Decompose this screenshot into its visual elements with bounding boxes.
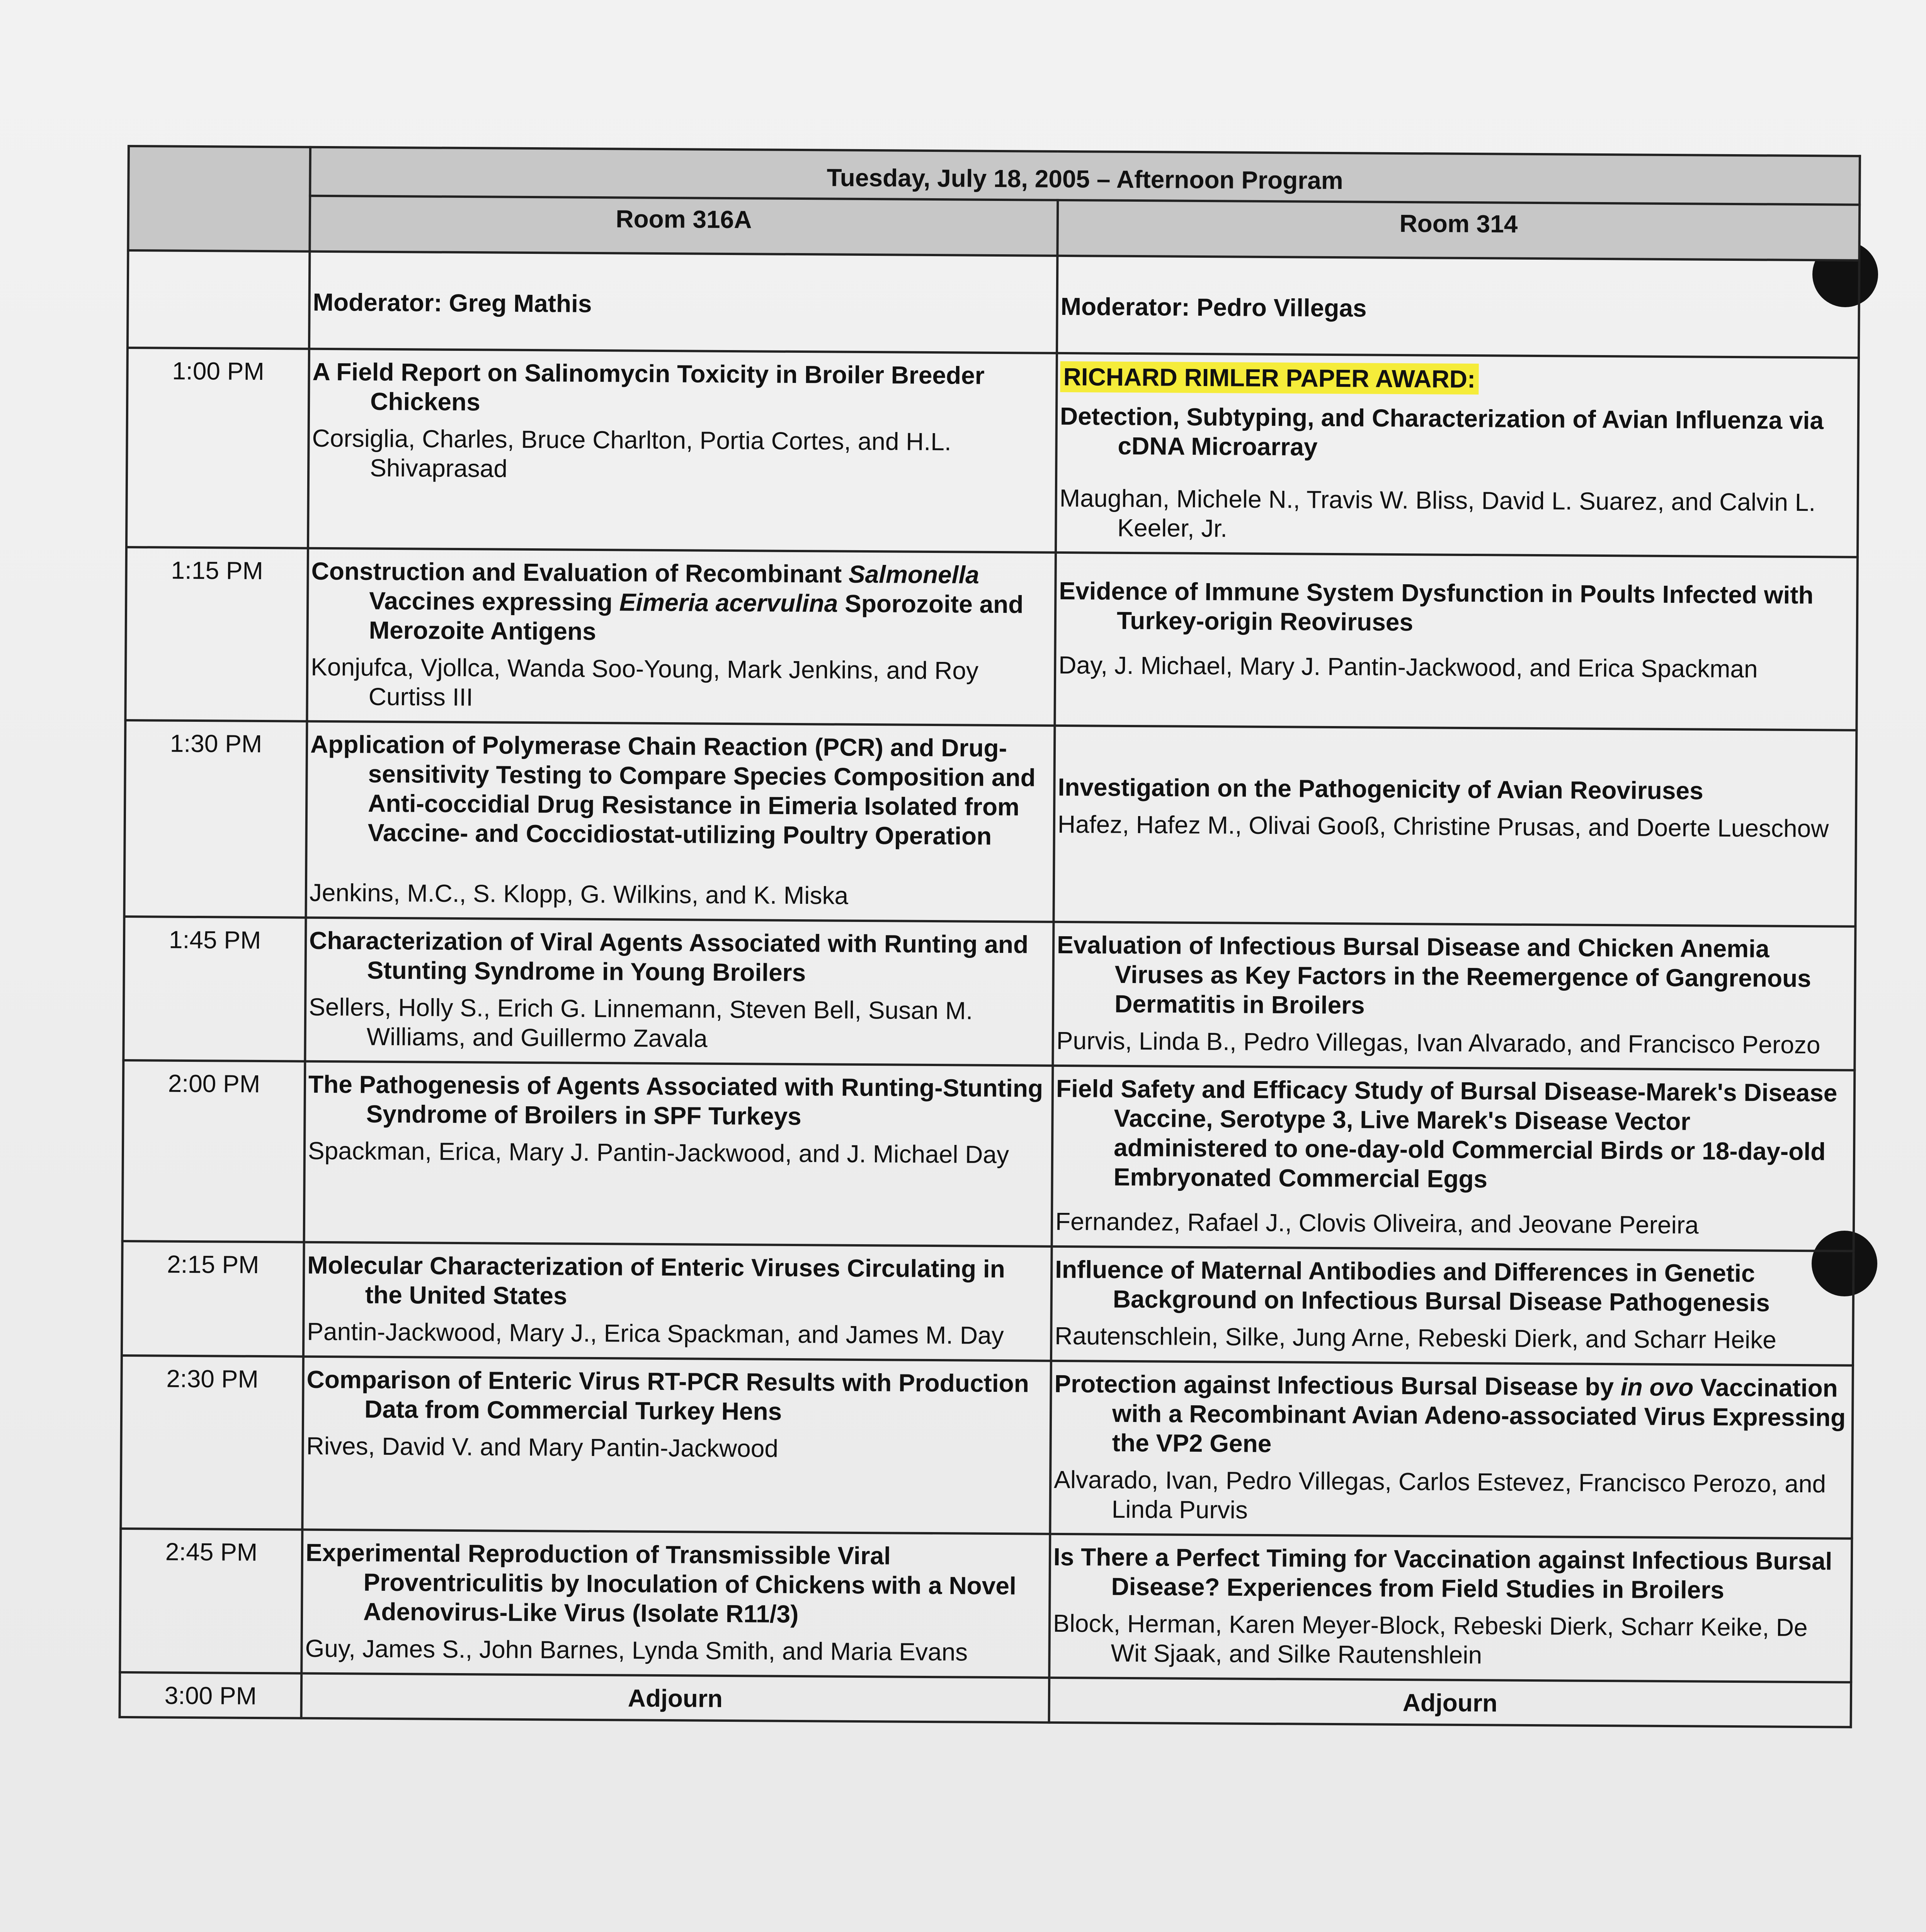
title-italic: Eimeria acervulina	[619, 588, 838, 617]
session-title: Detection, Subtyping, and Characterization of Avian Influenza via cDNA Microarray	[1060, 402, 1824, 461]
table-row	[126, 348, 1859, 557]
session-authors: Maughan, Michele N., Travis W. Bliss, David L. Suarez, and Calvin L. Keeler, Jr.	[1059, 484, 1816, 543]
session-right	[1051, 1247, 1854, 1366]
session-left	[308, 349, 1057, 553]
session-title: The Pathogenesis of Agents Associated with Runting-Stunting Syndrome of Broilers in SPF Turkeys	[308, 1070, 1043, 1131]
session-title: Molecular Characterization of Enteric Viruses Circulating in the United States	[307, 1251, 1005, 1310]
session-title: Application of Polymerase Chain Reaction (PCR) and Drug-sensitivity Testing to Compare Species Composition and Anti-coccidial Drug Resistance in Eimeria Isolated from Vaccine- and Coccidiostat-utilizing Poultry Operation	[310, 730, 1036, 850]
session-authors: Rautenschlein, Silke, Jung Arne, Rebeski Dierk, and Scharr Heike	[1055, 1321, 1777, 1354]
session-authors: Jenkins, M.C., S. Klopp, G. Wilkins, and K. Miska	[309, 878, 849, 910]
session-title: Evaluation of Infectious Bursal Disease and Chicken Anemia Viruses as Key Factors in the Reemergence of Gangrenous Dermatitis in Broilers	[1057, 930, 1811, 1019]
session-left	[303, 1242, 1052, 1361]
table-row	[120, 1672, 1851, 1727]
room-left-header: Room 316A	[310, 196, 1058, 256]
table-row	[124, 720, 1856, 927]
title-italic: Salmonella	[848, 560, 980, 589]
session-authors: Pantin-Jackwood, Mary J., Erica Spackman, and James M. Day	[307, 1317, 1004, 1350]
session-title: Evidence of Immune System Dysfunction in Poults Infected with Turkey-origin Reoviruses	[1059, 577, 1814, 636]
time-cell: 2:30 PM	[121, 1355, 303, 1530]
page-title: Tuesday, July 18, 2005 – Afternoon Program	[310, 147, 1860, 205]
title-italic: in ovo	[1620, 1373, 1694, 1401]
table-row	[120, 1529, 1852, 1682]
session-title: Characterization of Viral Agents Associated with Runting and Stunting Syndrome in Young Broilers	[309, 926, 1029, 987]
adjourn-left: Adjourn	[301, 1673, 1050, 1723]
title-part: Vaccination with a Recombinant Avian Adeno-associated Virus Expressing the VP2 Gene	[1112, 1373, 1846, 1458]
title-part: Protection against Infectious Bursal Disease by	[1054, 1369, 1621, 1401]
session-authors: Guy, James S., John Barnes, Lynda Smith, and Maria Evans	[305, 1634, 968, 1666]
session-left	[307, 548, 1056, 726]
session-authors: Rives, David V. and Mary Pantin-Jackwood	[306, 1432, 779, 1463]
session-authors: Corsiglia, Charles, Bruce Charlton, Portia Cortes, and H.L. Shivaprasad	[312, 424, 951, 483]
corner-cell	[128, 146, 310, 252]
table-row	[123, 1060, 1855, 1251]
room-right-header: Room 314	[1057, 200, 1860, 260]
session-authors: Fernandez, Rafael J., Clovis Oliveira, and Jeovane Pereira	[1055, 1207, 1699, 1239]
session-right	[1053, 726, 1856, 927]
session-left	[306, 721, 1055, 922]
session-title	[1054, 1369, 1849, 1462]
session-title: A Field Report on Salinomycin Toxicity in Broiler Breeder Chickens	[312, 357, 985, 416]
time-cell: 2:15 PM	[122, 1241, 304, 1357]
session-left	[302, 1357, 1051, 1534]
title-part: Vaccines expressing	[369, 587, 619, 616]
session-right	[1056, 353, 1859, 557]
program-table	[119, 145, 1861, 1728]
time-cell: 1:15 PM	[125, 547, 308, 721]
session-left	[304, 1061, 1053, 1247]
award-label: RICHARD RIMLER PAPER AWARD:	[1060, 361, 1479, 395]
time-cell: 2:45 PM	[120, 1529, 302, 1673]
session-authors: Block, Herman, Karen Meyer-Block, Rebeski Dierk, Scharr Keike, De Wit Sjaak, and Silke Rautenshlein	[1053, 1609, 1808, 1669]
time-cell: 1:00 PM	[126, 348, 309, 548]
time-cell: 3:00 PM	[120, 1672, 302, 1718]
session-title: Field Safety and Efficacy Study of Bursal Disease-Marek's Disease Vaccine, Serotype 3, Live Marek's Disease Vector administered to one-day-old Commercial Birds or 18-day-old Embryonated Commercial Eggs	[1056, 1074, 1838, 1193]
session-right	[1053, 922, 1855, 1070]
title-part: Sporozoite and Merozoite Antigens	[369, 589, 1024, 646]
table-row	[123, 917, 1855, 1070]
session-authors: Spackman, Erica, Mary J. Pantin-Jackwood, and J. Michael Day	[308, 1136, 1009, 1169]
time-cell: 2:00 PM	[123, 1060, 305, 1242]
table-row	[122, 1241, 1854, 1366]
session-authors: Hafez, Hafez M., Olivai Gooß, Christine Prusas, and Doerte Lueschow	[1057, 810, 1829, 843]
session-left	[301, 1530, 1050, 1678]
session-title: Experimental Reproduction of Transmissible Viral Proventriculitis by Inoculation of Chickens with a Novel Adenovirus-Like Virus (Isolate R11/3)	[305, 1538, 1016, 1628]
session-authors: Day, J. Michael, Mary J. Pantin-Jackwood, and Erica Spackman	[1058, 651, 1758, 683]
session-title: Influence of Maternal Antibodies and Differences in Genetic Background on Infectious Bursal Disease Pathogenesis	[1055, 1255, 1770, 1317]
session-title: Is There a Perfect Timing for Vaccination against Infectious Bursal Disease? Experiences from Field Studies in Broilers	[1053, 1543, 1832, 1604]
session-title	[311, 556, 1052, 649]
title-part: Construction and Evaluation of Recombinant	[311, 557, 849, 588]
session-title: Investigation on the Pathogenicity of Avian Reoviruses	[1058, 773, 1703, 805]
session-authors: Sellers, Holly S., Erich G. Linnemann, Steven Bell, Susan M. Williams, and Guillermo Zavala	[308, 993, 973, 1053]
session-right	[1049, 1534, 1852, 1682]
session-authors: Alvarado, Ivan, Pedro Villegas, Carlos Estevez, Francisco Perozo, and Linda Purvis	[1053, 1465, 1826, 1524]
adjourn-right: Adjourn	[1049, 1678, 1851, 1727]
session-left	[305, 918, 1053, 1066]
time-cell: 1:30 PM	[124, 720, 307, 918]
session-right	[1052, 1066, 1855, 1251]
time-cell	[128, 250, 310, 349]
moderator-right: Moderator: Pedro Villegas	[1057, 256, 1859, 358]
session-title: Comparison of Enteric Virus RT-PCR Results with Production Data from Commercial Turkey Hens	[306, 1365, 1029, 1425]
moderator-left: Moderator: Greg Mathis	[309, 252, 1057, 353]
time-cell: 1:45 PM	[123, 917, 306, 1061]
session-right	[1050, 1361, 1853, 1539]
session-authors: Konjufca, Vjollca, Wanda Soo-Young, Mark Jenkins, and Roy Curtiss III	[311, 653, 979, 711]
session-right	[1055, 553, 1858, 730]
table-row	[125, 547, 1858, 730]
table-row	[121, 1355, 1853, 1539]
session-authors: Purvis, Linda B., Pedro Villegas, Ivan Alvarado, and Francisco Perozo	[1056, 1026, 1821, 1059]
